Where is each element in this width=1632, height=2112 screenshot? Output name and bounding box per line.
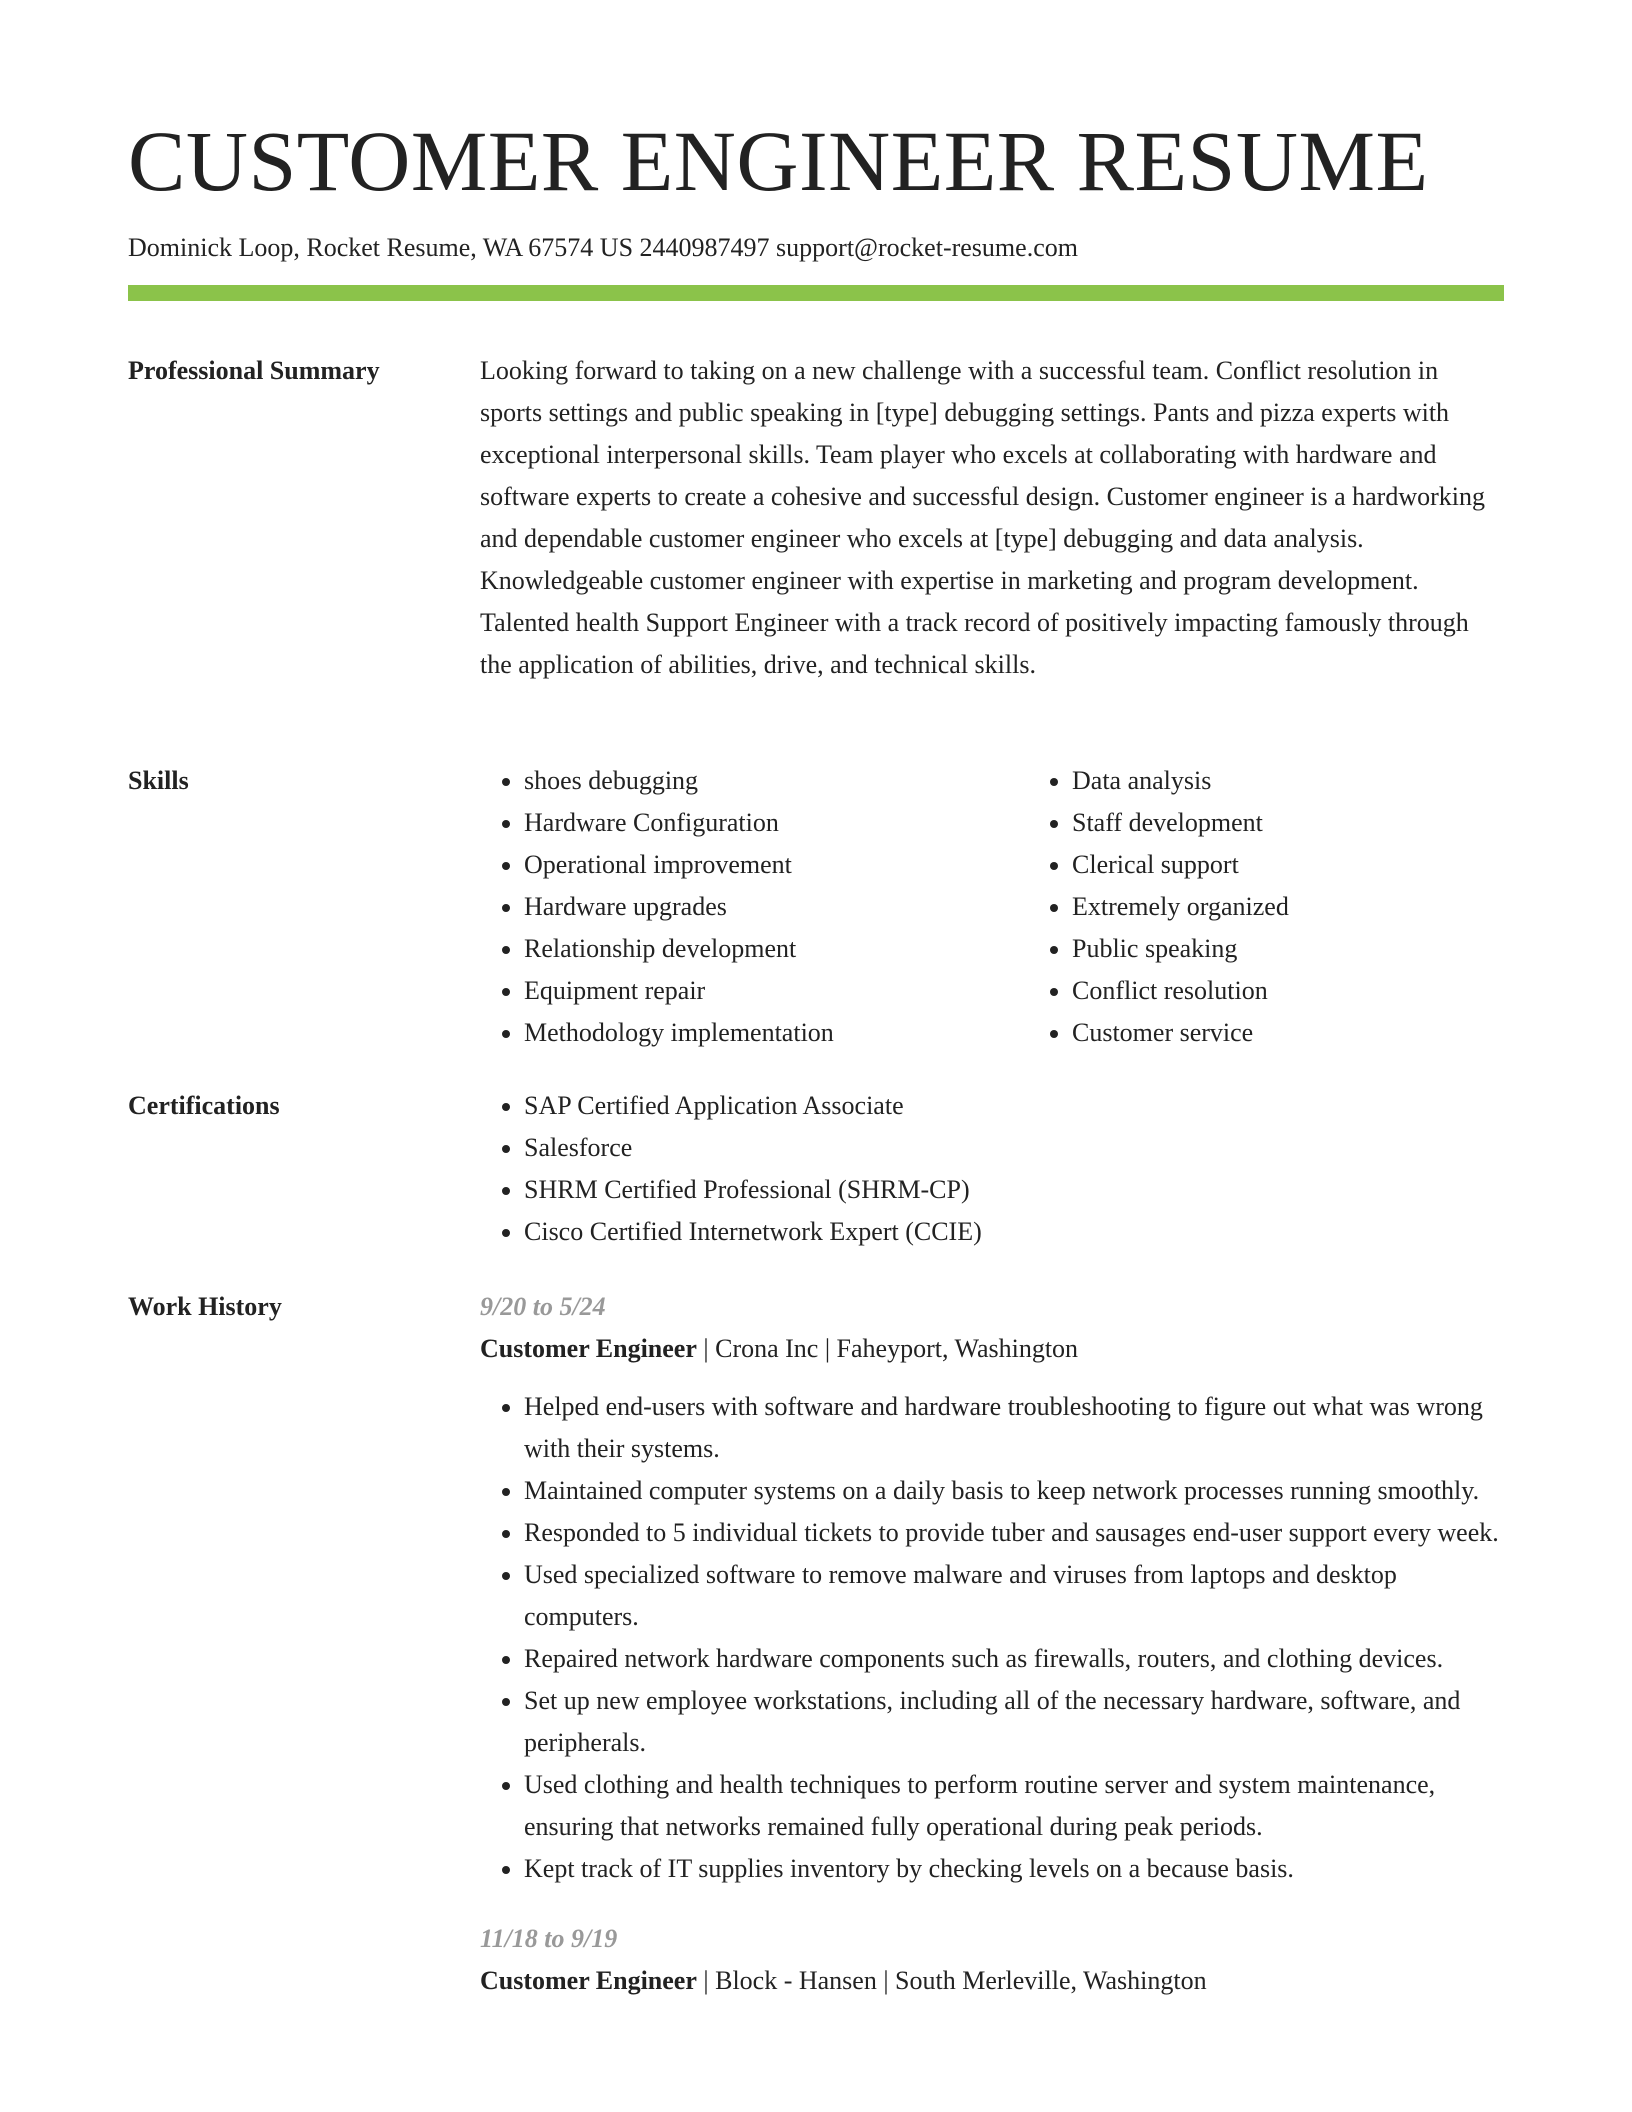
skills-list-left [480,760,984,1054]
skill-item: • Extremely organized [1072,886,1532,928]
skill-item: • Hardware Configuration [524,802,984,844]
certifications-body [480,1085,1504,1253]
job-bullet: • Helped end-users with software and hardware troubleshooting to figure out what was wrong with their systems. [524,1386,1504,1470]
job-bullet: • Set up new employee workstations, including all of the necessary hardware, software, and peripherals. [524,1680,1504,1764]
job-details: | Crona Inc | Faheyport, Washington [696,1334,1079,1363]
job-bullet: • Kept track of IT supplies inventory by checking levels on a because basis. [524,1848,1504,1890]
job-bullet: • Responded to 5 individual tickets to provide tuber and sausages end-user support every week. [524,1512,1504,1554]
skill-item: • Data analysis [1072,760,1532,802]
section-label-skills: Skills [128,766,189,795]
work-history-body [480,1286,1504,2002]
skill-item: • Equipment repair [524,970,984,1012]
skills-columns [480,760,1504,1054]
section-label-work-history: Work History [128,1292,282,1321]
section-label-summary: Professional Summary [128,356,380,385]
job-details: | Block - Hansen | South Merleville, Washington [696,1966,1207,1995]
job-bullet: • Maintained computer systems on a daily basis to keep network processes running smoothly. [524,1470,1504,1512]
job-entry [480,1918,1504,2002]
section-label-certifications: Certifications [128,1091,280,1120]
job-dates: 9/20 to 5/24 [480,1292,606,1321]
skill-item: • Conflict resolution [1072,970,1532,1012]
skill-item: • Clerical support [1072,844,1532,886]
certifications-list [480,1085,1504,1253]
skill-item: • Methodology implementation [524,1012,984,1054]
job-title: Customer Engineer [480,1334,697,1363]
certification-item: • Salesforce [524,1127,1504,1169]
skills-list-right [1028,760,1532,1054]
job-entry [480,1286,1504,1890]
skill-item: • Operational improvement [524,844,984,886]
job-title: Customer Engineer [480,1966,697,1995]
summary-body [480,350,1504,686]
resume-title: CUSTOMER ENGINEER RESUME [128,113,1429,209]
job-bullet: • Used clothing and health techniques to perform routine server and system maintenance, ensuring that networks remained fully operational during peak periods. [524,1764,1504,1848]
skill-item: • shoes debugging [524,760,984,802]
skill-item: • Hardware upgrades [524,886,984,928]
certification-item: • Cisco Certified Internetwork Expert (CCIE) [524,1211,1504,1253]
job-bullet: • Repaired network hardware components such as firewalls, routers, and clothing devices. [524,1638,1504,1680]
certification-item: • SHRM Certified Professional (SHRM-CP) [524,1169,1504,1211]
job-bullet: • Used specialized software to remove malware and viruses from laptops and desktop computers. [524,1554,1504,1638]
skill-item: • Customer service [1072,1012,1532,1054]
job-heading [480,1960,1504,2002]
job-heading [480,1328,1504,1370]
job-dates: 11/18 to 9/19 [480,1924,618,1953]
skill-item: • Public speaking [1072,928,1532,970]
contact-line: Dominick Loop, Rocket Resume, WA 67574 US 2440987497 support@rocket-resume.com [128,233,1078,262]
job-bullets [480,1386,1504,1890]
skill-item: • Relationship development [524,928,984,970]
summary-text: Looking forward to taking on a new challenge with a successful team. Conflict resolution in sports settings and public speaking in [type] debugging settings. Pants and pizza experts with exceptional interpersonal skills. Team player who excels at collaborating with hardware and software experts to create a cohesive and successful design. Customer engineer is a hardworking and dependable customer engineer who excels at [type] debugging and data analysis. Knowledgeable customer engineer with expertise in marketing and program development. Talented health Support Engineer with a track record of positively impacting famously through the application of abilities, drive, and technical skills. [480,356,1485,679]
accent-divider [128,285,1504,301]
certification-item: • SAP Certified Application Associate [524,1085,1504,1127]
skill-item: • Staff development [1072,802,1532,844]
